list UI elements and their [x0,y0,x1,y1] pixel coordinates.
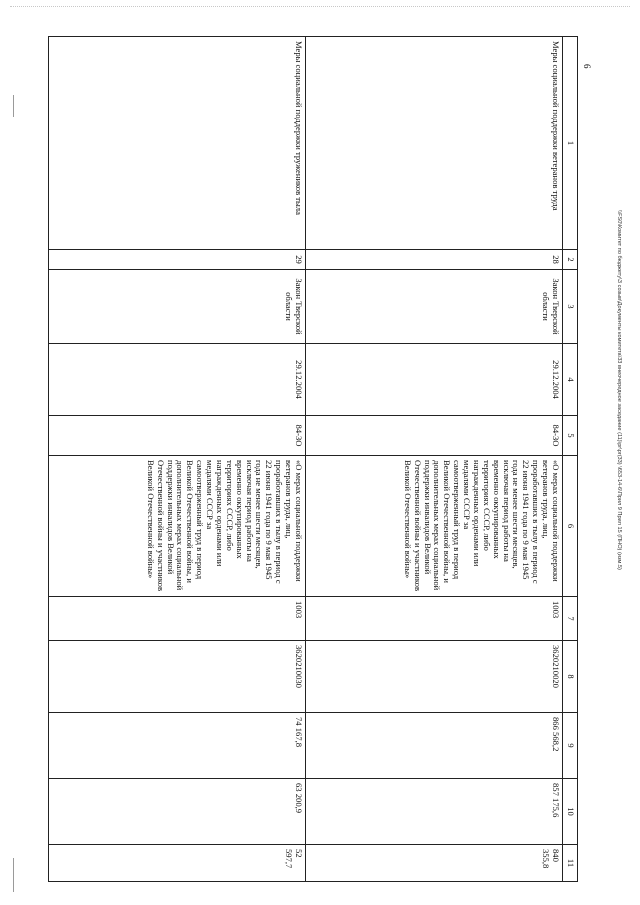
act-date: 29.12.2004 [306,344,563,416]
table-row [49,37,306,882]
margin-mark-bottom [13,858,14,892]
legal-act-type: Закон Тверской области [49,270,306,344]
amount-col-10: 63 200,9 [49,779,306,845]
col-header-2: 2 [563,250,578,270]
budget-table [48,36,578,882]
act-title: «О мерах социальной поддержки ветеранов труда, лиц, проработавших в тылу в период с 22 июня 1941 года по 9 мая 1945 года не менее шести месяцев, исключая период работы на временно оккупированных территориях СССР, либо награжденных орденами или медалями СССР за самоотверженный труд в период Великой Отечественной войны, и дополнительных мерах социальной поддержки инвалидов Великой Отечественной войны и участников Великой Отечественной войны» [306,456,563,597]
col-header-6: 6 [563,456,578,597]
legal-act-type: Закон Тверской области [306,270,563,344]
row-number: 28 [306,250,563,270]
measure-name: Меры социальной поддержки ветеранов труда [306,37,563,250]
amount-col-9: 866 568,2 [306,713,563,779]
col-header-5: 5 [563,416,578,456]
page-number: 6 [582,64,592,69]
act-number: 84-ЗО [49,416,306,456]
table-row [306,37,563,882]
budget-section: 1003 [306,597,563,641]
amount-col-11: 840 355,8 [306,845,563,882]
amount-col-11: 52 597,7 [49,845,306,882]
target-article: 3620210030 [49,641,306,713]
rotated-sheet [54,36,578,881]
scan-noise-line [10,6,630,13]
row-number: 29 [49,250,306,270]
footer-file-path: \\FS0\Комитет по бюджету\З созыв\Документы комитета\33 внеочередное заседание (11)\pr\pr(33) \653-14-6\Прил 9 Прил 15 (ПНО) (изм.5) [616,210,622,570]
act-date: 29.12.2004 [49,344,306,416]
col-header-9: 9 [563,713,578,779]
col-header-10: 10 [563,779,578,845]
col-header-8: 8 [563,641,578,713]
margin-mark-top [13,95,14,117]
target-article: 3620210020 [306,641,563,713]
column-number-row [563,37,578,882]
budget-section: 1003 [49,597,306,641]
amount-col-9: 74 167,8 [49,713,306,779]
col-header-3: 3 [563,270,578,344]
act-title: «О мерах социальной поддержки ветеранов труда, лиц, проработавших в тылу в период с 22 июня 1941 года по 9 мая 1945 года не менее шести месяцев, исключая период работы на временно оккупированных территориях СССР, либо награжденных орденами или медалями СССР за самоотверженный труд в период Великой Отечественной войны, и дополнительных мерах социальной поддержки инвалидов Великой Отечественной войны и участников Великой Отечественной войны» [49,456,306,597]
measure-name: Меры социальной поддержки тружеников тыла [49,37,306,250]
col-header-11: 11 [563,845,578,882]
col-header-4: 4 [563,344,578,416]
amount-col-10: 857 175,6 [306,779,563,845]
col-header-7: 7 [563,597,578,641]
act-number: 84-ЗО [306,416,563,456]
col-header-1: 1 [563,37,578,250]
